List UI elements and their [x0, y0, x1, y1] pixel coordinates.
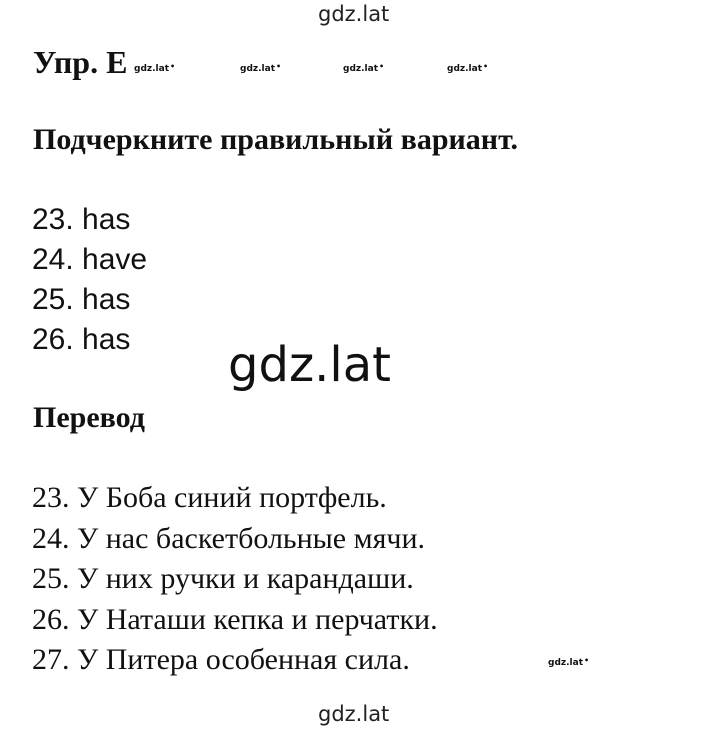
answer-item: 25. has	[32, 283, 131, 316]
watermark-center: gdz.lat	[228, 337, 391, 393]
watermark-small: gdz.lat •	[343, 62, 384, 74]
translation-item: 24. У нас баскетбольные мячи.	[32, 521, 426, 555]
watermark-small: gdz.lat •	[447, 62, 488, 74]
exercise-title: Упр. E	[33, 44, 128, 80]
translation-item: 25. У них ручки и карандаши.	[32, 562, 414, 595]
watermark-small: gdz.lat •	[548, 656, 589, 668]
answer-item: 26. has	[32, 323, 131, 356]
instruction-heading: Подчеркните правильный вариант.	[33, 123, 519, 156]
answer-item: 23. has	[32, 203, 131, 236]
answer-list	[32, 200, 147, 360]
translation-item: 23. У Боба синий портфель.	[32, 481, 387, 514]
translation-list	[32, 478, 438, 681]
translation-item: 27. У Питера особенная сила.	[32, 643, 410, 676]
translation-heading: Перевод	[33, 401, 145, 434]
watermark-bottom: gdz.lat	[318, 702, 390, 726]
translation-item: 26. У Наташи кепка и перчатки.	[32, 602, 438, 636]
answer-item: 24. have	[32, 243, 148, 276]
watermark-small: gdz.lat •	[240, 62, 281, 74]
watermark-top: gdz.lat	[318, 2, 390, 26]
watermark-small: gdz.lat •	[134, 62, 175, 74]
